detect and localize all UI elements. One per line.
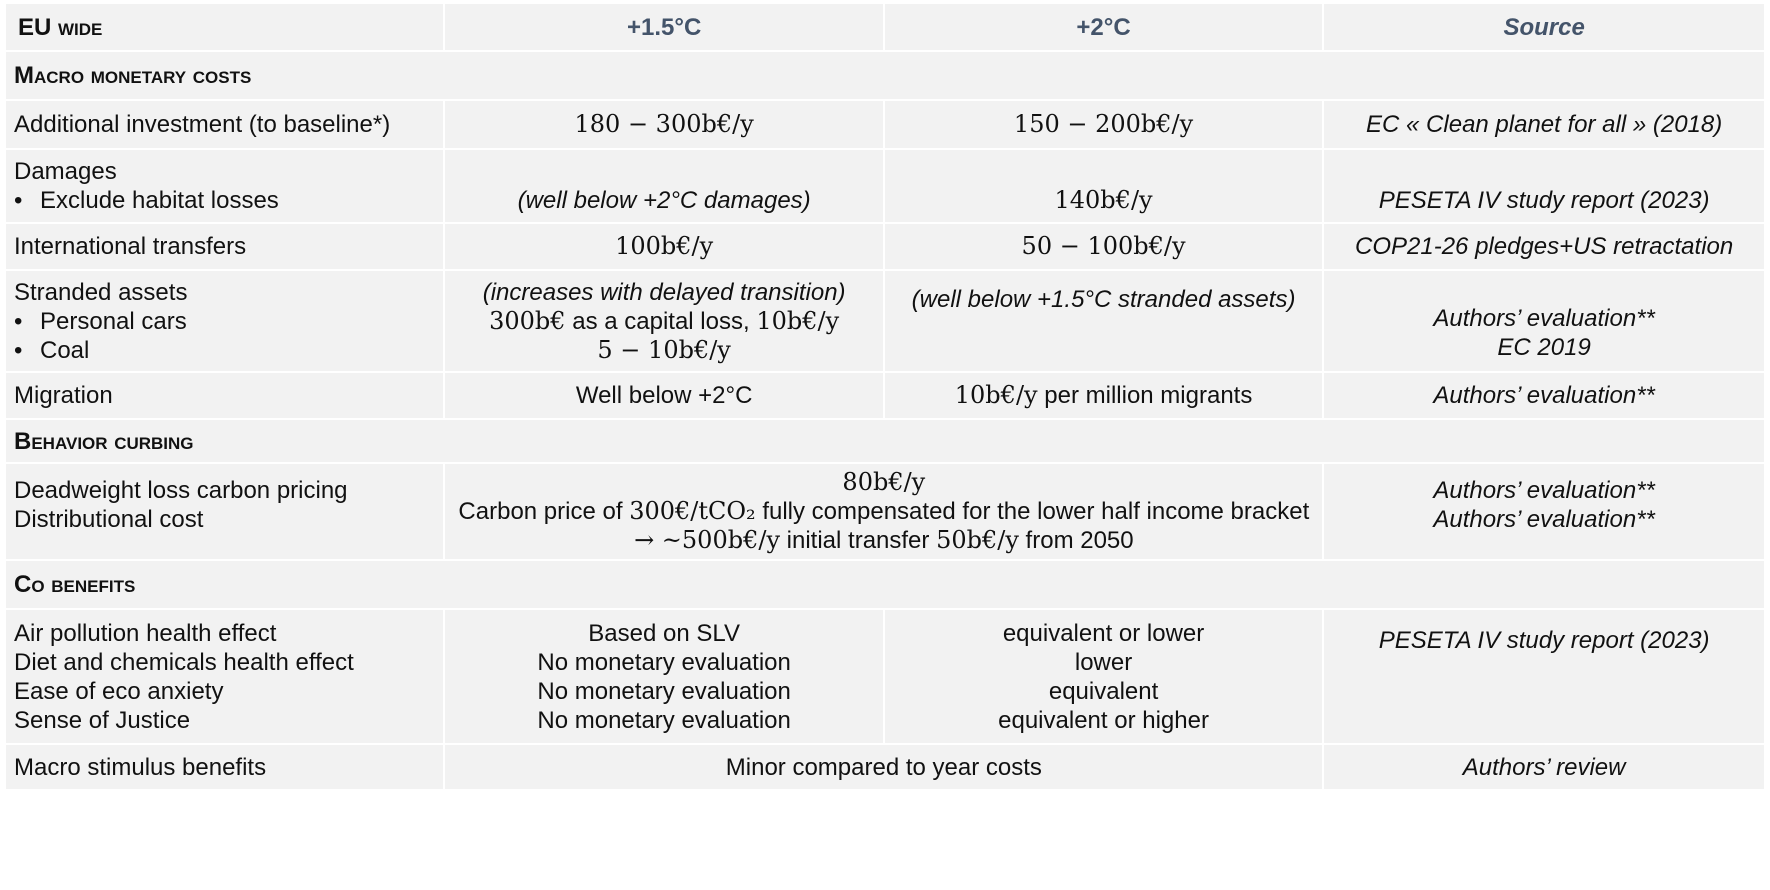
label-migration: Migration [6, 373, 443, 418]
migration-source: Authors’ evaluation** [1324, 373, 1764, 418]
migration-2-text: per million migrants [1037, 382, 1253, 409]
section-macro-row [6, 52, 1764, 99]
section-cobenefits-title [6, 561, 1764, 608]
transfers-1-5: 100b€/y [445, 224, 882, 269]
damages-1-5: (well below +2°C damages) [445, 150, 882, 222]
row-investment [6, 101, 1764, 148]
migration-2-value: 10b€/y [954, 381, 1038, 409]
stranded-cars-value: 300b€ [489, 306, 566, 335]
header-region [6, 4, 443, 50]
stimulus-value: Minor compared to year costs [445, 745, 1322, 789]
annual-transfer-value: 50b€/y [936, 526, 1019, 554]
stranded-1-5-line2 [453, 307, 874, 336]
cobenefit-2-value: equivalent or higher [998, 706, 1209, 734]
stranded-source-line1: Authors’ evaluation** [1433, 305, 1655, 332]
stranded-bullet-coal-text: Coal [40, 336, 90, 364]
section-behavior-row [6, 420, 1764, 462]
damages-label: Damages [14, 158, 117, 185]
migration-2 [885, 373, 1322, 418]
damages-source: PESETA IV study report (2023) [1324, 150, 1764, 222]
cobenefit-1-5-value: No monetary evaluation [537, 706, 791, 734]
section-behavior-rest: ehavior curbing [31, 427, 194, 455]
row-cobenefits [6, 610, 1764, 743]
header-col-1-5: +1.5°C [445, 4, 882, 50]
label-damages [6, 150, 443, 222]
region-suffix: wide [58, 13, 103, 41]
section-cobenefits-row [6, 561, 1764, 608]
cobenefit-1-5-value: No monetary evaluation [537, 677, 791, 705]
stranded-cars-text: as a capital loss, [565, 307, 757, 335]
section-macro-title [6, 52, 1764, 99]
row-behavior [6, 464, 1764, 559]
investment-2: 150 − 200b€/y [885, 101, 1322, 148]
damages-2: 140b€/y [885, 150, 1322, 222]
label-cobenefits [6, 610, 443, 743]
transfers-2: 50 − 100b€/y [885, 224, 1322, 269]
row-stimulus [6, 745, 1764, 789]
stranded-source-line2: EC 2019 [1497, 334, 1591, 361]
deadweight-label: Deadweight loss carbon pricing [14, 477, 348, 504]
stranded-bullet-cars: • Personal cars [14, 307, 187, 335]
stimulus-source: Authors’ review [1324, 745, 1764, 789]
row-damages [6, 150, 1764, 222]
cobenefits-1-5 [445, 610, 882, 743]
initial-transfer-text: initial transfer [780, 527, 937, 554]
header-row [6, 4, 1764, 50]
stranded-label: Stranded assets [14, 278, 188, 306]
behavior-source-line1: Authors’ evaluation** [1433, 477, 1655, 504]
section-macro-initial: M [14, 62, 34, 89]
section-cobenefits-initial: C [14, 571, 32, 598]
stranded-1-5 [445, 271, 882, 371]
initial-transfer-value: → ~500b€/y [634, 526, 780, 554]
cobenefit-label: Ease of eco anxiety [14, 677, 224, 705]
damages-bullet: • Exclude habitat losses [14, 187, 279, 214]
cost-table [4, 2, 1766, 791]
behavior-merged-value [445, 464, 1322, 559]
section-behavior-title [6, 420, 1764, 462]
cobenefits-2 [885, 610, 1322, 743]
behavior-source-line2: Authors’ evaluation** [1433, 506, 1655, 533]
stranded-bullet-coal: • Coal [14, 336, 90, 364]
transfers-source: COP21-26 pledges+US retractation [1324, 224, 1764, 269]
cobenefit-label: Air pollution health effect [14, 619, 277, 647]
behavior-source [1324, 464, 1764, 559]
carbon-price-text1: Carbon price of [458, 498, 630, 525]
deadweight-value: 80b€/y [842, 468, 926, 496]
carbon-price-text2: fully compensated for the lower half income bracket [755, 498, 1310, 525]
cobenefit-2-value: equivalent [1048, 677, 1159, 705]
header-col-source: Source [1324, 4, 1764, 50]
stranded-bullet-cars-text: Personal cars [40, 307, 187, 335]
header-col-2: +2°C [885, 4, 1322, 50]
migration-1-5: Well below +2°C [445, 373, 882, 418]
cobenefits-source: PESETA IV study report (2023) [1324, 610, 1764, 743]
label-behavior [6, 464, 443, 559]
section-behavior-initial: B [14, 427, 32, 455]
cobenefit-2-value: equivalent or lower [1002, 619, 1205, 647]
cobenefit-1-5-value: Based on SLV [588, 619, 740, 647]
stranded-coal-value: 5 − 10b€/y [597, 335, 731, 364]
cobenefit-label: Sense of Justice [14, 706, 191, 734]
stranded-source [1324, 271, 1764, 371]
region-label: EU [18, 13, 52, 41]
carbon-price-line [453, 497, 1314, 526]
cobenefit-1-5-value: No monetary evaluation [537, 648, 791, 676]
cobenefit-label: Diet and chemicals health effect [14, 648, 354, 676]
section-cobenefits-rest: o benefits [31, 571, 136, 598]
damages-bullet-text: Exclude habitat losses [40, 187, 279, 214]
annual-transfer-text: from 2050 [1018, 527, 1134, 554]
section-macro-rest: acro monetary costs [34, 62, 252, 89]
label-transfers: International transfers [6, 224, 443, 269]
row-stranded [6, 271, 1764, 371]
stranded-2 [885, 271, 1322, 371]
row-transfers [6, 224, 1764, 269]
stranded-cars-annual: 10b€/y [756, 306, 840, 335]
label-stranded [6, 271, 443, 371]
label-stimulus: Macro stimulus benefits [6, 745, 443, 789]
carbon-price-value: 300€/tCO₂ [629, 497, 756, 525]
row-migration [6, 373, 1764, 418]
transfer-line [453, 526, 1314, 555]
stranded-1-5-line1: (increases with delayed transition) [482, 278, 846, 306]
label-investment: Additional investment (to baseline*) [6, 101, 443, 148]
cobenefit-2-value: lower [1074, 648, 1133, 676]
stranded-2-line1: (well below +1.5°C stranded assets) [911, 286, 1296, 313]
investment-source: EC « Clean planet for all » (2018) [1324, 101, 1764, 148]
distributional-label: Distributional cost [14, 506, 204, 533]
investment-1-5: 180 − 300b€/y [445, 101, 882, 148]
